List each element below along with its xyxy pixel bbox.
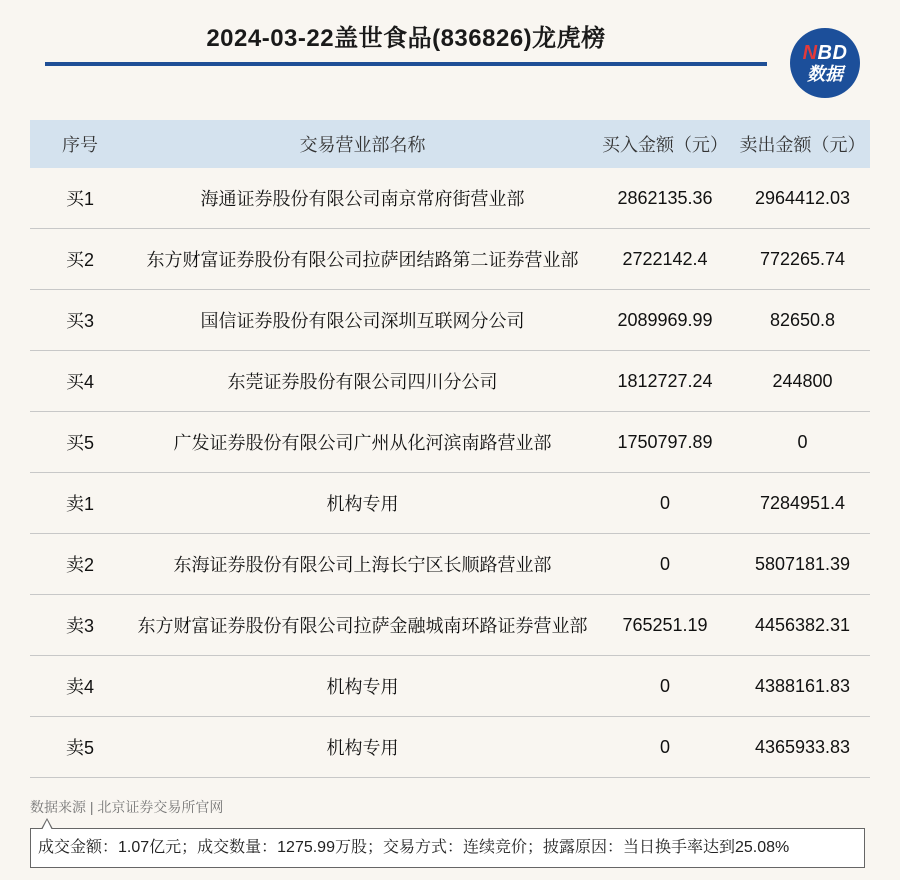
row-seq: 买4 <box>30 351 130 412</box>
nbd-logo <box>790 28 860 98</box>
row-buy-amount: 765251.19 <box>595 595 735 656</box>
table-row <box>30 168 870 229</box>
row-sell-amount: 2964412.03 <box>735 168 870 229</box>
table-row <box>30 412 870 473</box>
row-branch-name: 东方财富证券股份有限公司拉萨团结路第二证券营业部 <box>130 229 595 290</box>
row-buy-amount: 2089969.99 <box>595 290 735 351</box>
row-buy-amount: 1812727.24 <box>595 351 735 412</box>
data-source: 数据来源 | 北京证券交易所官网 <box>30 799 224 815</box>
row-sell-amount: 4388161.83 <box>735 656 870 717</box>
note-caret-inner <box>42 820 52 830</box>
header-name: 交易营业部名称 <box>130 120 595 168</box>
row-buy-amount: 0 <box>595 473 735 534</box>
row-buy-amount: 0 <box>595 534 735 595</box>
row-sell-amount: 7284951.4 <box>735 473 870 534</box>
page-title: 2024-03-22盖世食品(836826)龙虎榜 <box>206 25 606 52</box>
table-row <box>30 656 870 717</box>
row-sell-amount: 5807181.39 <box>735 534 870 595</box>
table-row <box>30 290 870 351</box>
table-row <box>30 473 870 534</box>
row-buy-amount: 2722142.4 <box>595 229 735 290</box>
row-branch-name: 机构专用 <box>130 717 595 778</box>
row-buy-amount: 0 <box>595 717 735 778</box>
row-seq: 卖4 <box>30 656 130 717</box>
row-sell-amount: 772265.74 <box>735 229 870 290</box>
row-seq: 买2 <box>30 229 130 290</box>
row-branch-name: 东莞证券股份有限公司四川分公司 <box>130 351 595 412</box>
row-buy-amount: 1750797.89 <box>595 412 735 473</box>
table-row <box>30 229 870 290</box>
table-row <box>30 717 870 778</box>
row-branch-name: 东海证券股份有限公司上海长宁区长顺路营业部 <box>130 534 595 595</box>
row-seq: 卖1 <box>30 473 130 534</box>
logo-cn-text: 数据 <box>807 64 843 84</box>
header-sell: 卖出金额（元） <box>735 120 870 168</box>
trade-summary-note: 成交金额：1.07亿元；成交数量：1275.99万股；交易方式：连续竞价；披露原因：当日换手率达到25.08% <box>30 828 865 868</box>
row-sell-amount: 0 <box>735 412 870 473</box>
row-seq: 卖3 <box>30 595 130 656</box>
row-branch-name: 国信证券股份有限公司深圳互联网分公司 <box>130 290 595 351</box>
row-branch-name: 海通证券股份有限公司南京常府街营业部 <box>130 168 595 229</box>
row-seq: 买3 <box>30 290 130 351</box>
row-seq: 买1 <box>30 168 130 229</box>
row-seq: 卖2 <box>30 534 130 595</box>
row-sell-amount: 4365933.83 <box>735 717 870 778</box>
row-branch-name: 机构专用 <box>130 473 595 534</box>
header-buy: 买入金额（元） <box>595 120 735 168</box>
logo-nbd-text: NBD <box>802 42 848 64</box>
table-row <box>30 534 870 595</box>
row-seq: 买5 <box>30 412 130 473</box>
row-branch-name: 广发证券股份有限公司广州从化河滨南路营业部 <box>130 412 595 473</box>
row-seq: 卖5 <box>30 717 130 778</box>
row-buy-amount: 2862135.36 <box>595 168 735 229</box>
dragon-tiger-table <box>30 120 870 778</box>
table-header-row <box>30 120 870 168</box>
row-sell-amount: 244800 <box>735 351 870 412</box>
title-underline <box>45 62 767 66</box>
table-row <box>30 351 870 412</box>
row-branch-name: 东方财富证券股份有限公司拉萨金融城南环路证券营业部 <box>130 595 595 656</box>
row-sell-amount: 4456382.31 <box>735 595 870 656</box>
row-branch-name: 机构专用 <box>130 656 595 717</box>
header-no: 序号 <box>30 120 130 168</box>
table-row <box>30 595 870 656</box>
row-buy-amount: 0 <box>595 656 735 717</box>
row-sell-amount: 82650.8 <box>735 290 870 351</box>
